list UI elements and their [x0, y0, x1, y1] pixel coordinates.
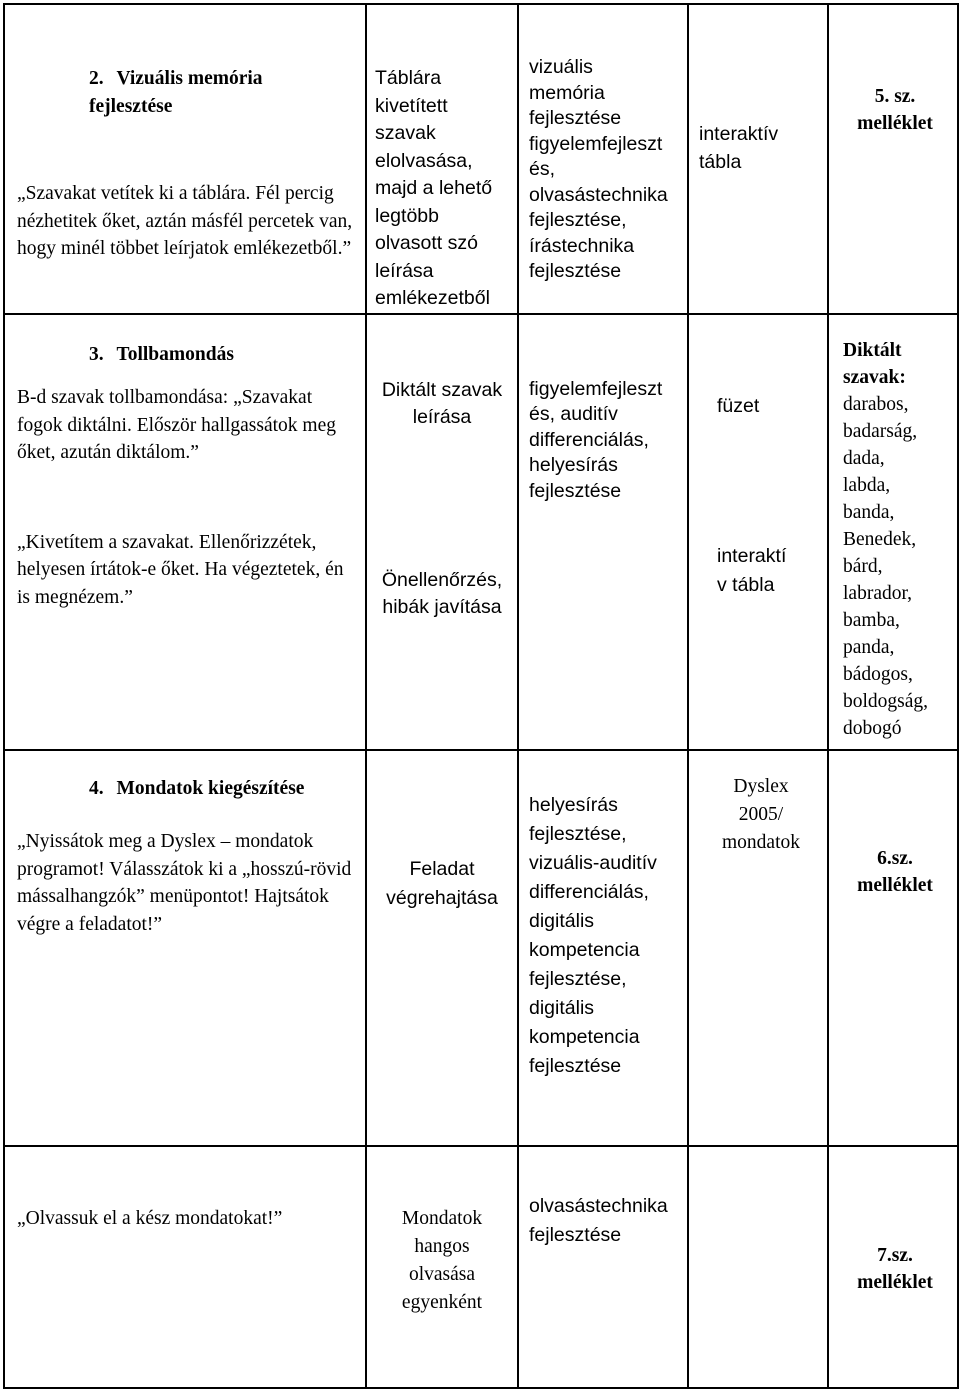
- skills-line: digitális: [529, 996, 595, 1019]
- tools-cell: [688, 1146, 828, 1388]
- method-line: szavak: [375, 122, 436, 144]
- tools-cell: [688, 750, 828, 1146]
- activity-cell: [4, 750, 366, 1146]
- dictated-word: labrador,: [843, 582, 913, 604]
- dictated-word: dobogó: [843, 717, 902, 739]
- tools-line: interaktí: [717, 545, 787, 567]
- activity-number: 2.: [89, 68, 104, 89]
- dictated-word: dada,: [843, 447, 885, 469]
- activity-number: 3.: [89, 343, 104, 365]
- method-line: leírása: [375, 259, 434, 282]
- notes-cell: [828, 750, 958, 1146]
- dictated-words-heading: szavak:: [843, 366, 906, 388]
- skills-line: írástechnika: [529, 234, 635, 257]
- skills-cell: [518, 4, 688, 314]
- method-line: olvasása: [408, 1263, 476, 1285]
- method-line: Táblára: [375, 67, 442, 89]
- skills-line: fejlesztése,: [529, 822, 627, 845]
- method-line: Önellenőrzés,: [381, 568, 503, 591]
- skills-line: digitális: [529, 909, 595, 932]
- tools-line: füzet: [717, 394, 760, 417]
- activity-title-line: fejlesztése: [89, 95, 173, 117]
- method-line: kivetített: [375, 94, 448, 117]
- dictated-word: Benedek,: [843, 528, 917, 550]
- dictated-word: banda,: [843, 501, 895, 523]
- method-line: hibák javítása: [382, 596, 502, 618]
- tools-line: mondatok: [722, 831, 800, 853]
- method-cell: [366, 750, 518, 1146]
- dictated-word: bamba,: [843, 609, 900, 631]
- method-line: majd a lehető: [375, 177, 493, 199]
- dictated-words-heading: Diktált: [843, 339, 902, 361]
- activity-paragraph: „Kivetítem a szavakat. Ellenőrizzétek, helyesen írtátok-e őket. Ha végeztetek, én is megnézem.”: [17, 531, 344, 608]
- method-line: legtöbb: [375, 204, 439, 227]
- activity-cell: [4, 4, 366, 314]
- skills-line: fejlesztése: [529, 1223, 622, 1246]
- notes-line: 6.sz.: [877, 847, 913, 869]
- activity-title-line: Vizuális memória: [116, 68, 263, 89]
- skills-cell: [518, 314, 688, 750]
- activity-cell: [4, 1146, 366, 1388]
- notes-cell: [828, 1146, 958, 1388]
- activity-title: [17, 751, 357, 803]
- method-line: Mondatok: [401, 1207, 483, 1229]
- skills-line: vizuális-auditív: [529, 851, 657, 874]
- skills-line: fejlesztése: [529, 107, 622, 129]
- dictated-word: boldogság,: [843, 690, 929, 712]
- skills-cell: [518, 1146, 688, 1388]
- skills-line: kompetencia: [529, 938, 640, 961]
- skills-line: és,: [529, 158, 556, 180]
- skills-cell: [518, 750, 688, 1146]
- activity-paragraph: B-d szavak tollbamondása: „Szavakat fogok diktálni. Először hallgassátok meg őket, azután diktálom.”: [17, 387, 336, 463]
- method-line: egyenként: [401, 1291, 483, 1313]
- activity-title-text: Tollbamondás: [116, 343, 234, 365]
- skills-line: olvasástechnika: [529, 1194, 668, 1217]
- method-line: olvasott szó: [375, 232, 478, 254]
- activity-title: [17, 315, 357, 369]
- skills-line: és, auditív: [529, 403, 618, 425]
- notes-line: melléklet: [857, 113, 933, 134]
- dictated-word: badarság,: [843, 420, 918, 442]
- method-line: emlékezetből: [375, 287, 490, 309]
- tools-line: interaktív: [699, 123, 779, 145]
- dictated-word: darabos,: [843, 393, 909, 415]
- method-line: hangos: [414, 1235, 470, 1257]
- activity-instruction: „Szavakat vetítek ki a táblára. Fél percig nézhetitek őket, aztán másfél percetek van, hogy minél többet leírjatok emlékezetből.”: [17, 183, 353, 259]
- method-cell: [366, 1146, 518, 1388]
- table-row: [4, 750, 958, 1146]
- skills-line: kompetencia: [529, 1025, 640, 1048]
- skills-line: fejlesztése: [529, 260, 622, 282]
- notes-line: melléklet: [857, 1271, 933, 1293]
- dictated-word: bárd,: [843, 555, 883, 577]
- activity-title: [17, 35, 357, 93]
- skills-line: fejlesztése: [529, 1054, 622, 1077]
- tools-cell: [688, 4, 828, 314]
- skills-line: helyesírás: [529, 454, 618, 476]
- tools-line: 2005/: [738, 803, 784, 825]
- skills-line: fejlesztése,: [529, 967, 627, 990]
- method-cell: [366, 4, 518, 314]
- notes-cell: [828, 4, 958, 314]
- tools-cell: [688, 314, 828, 750]
- notes-line: 7.sz.: [877, 1244, 913, 1266]
- activity-instruction: „Nyissátok meg a Dyslex – mondatok programot! Válasszátok ki a „hosszú-rövid mássalhangzók” menüpontot! Hajtsátok végre a feladatot!”: [17, 831, 352, 935]
- activity-cell: [4, 314, 366, 750]
- dictated-word: panda,: [843, 636, 895, 658]
- tools-line: v tábla: [717, 574, 775, 596]
- lesson-plan-table: [3, 3, 959, 1389]
- activity-instruction: „Olvassuk el a kész mondatokat!”: [17, 1207, 283, 1229]
- activity-title-text: Mondatok kiegészítése: [116, 777, 305, 799]
- method-line: Feladat: [409, 857, 475, 880]
- method-line: leírása: [412, 406, 472, 428]
- method-line: Diktált szavak: [381, 378, 503, 401]
- skills-line: fejlesztése: [529, 479, 622, 502]
- skills-line: figyelemfejleszt: [529, 377, 663, 400]
- tools-line: Dyslex: [733, 775, 789, 797]
- skills-line: differenciálás,: [529, 428, 649, 451]
- dictated-word: labda,: [843, 474, 891, 496]
- method-line: elolvasása,: [375, 149, 473, 172]
- notes-line: melléklet: [857, 874, 933, 896]
- skills-line: figyelemfejleszt: [529, 132, 663, 155]
- skills-line: vizuális: [529, 56, 593, 78]
- dictated-word: bádogos,: [843, 663, 913, 685]
- method-line: végrehajtása: [386, 886, 498, 909]
- tools-line: tábla: [699, 151, 742, 173]
- skills-line: olvasástechnika: [529, 183, 668, 206]
- skills-line: fejlesztése,: [529, 209, 627, 231]
- table-row: [4, 314, 958, 750]
- skills-line: differenciálás,: [529, 880, 649, 903]
- table-row: [4, 4, 958, 314]
- skills-line: memória: [529, 81, 605, 104]
- table-row: [4, 1146, 958, 1388]
- activity-number: 4.: [89, 777, 104, 799]
- skills-line: helyesírás: [529, 793, 618, 816]
- notes-line: 5. sz.: [874, 86, 916, 107]
- method-cell: [366, 314, 518, 750]
- notes-cell: [828, 314, 958, 750]
